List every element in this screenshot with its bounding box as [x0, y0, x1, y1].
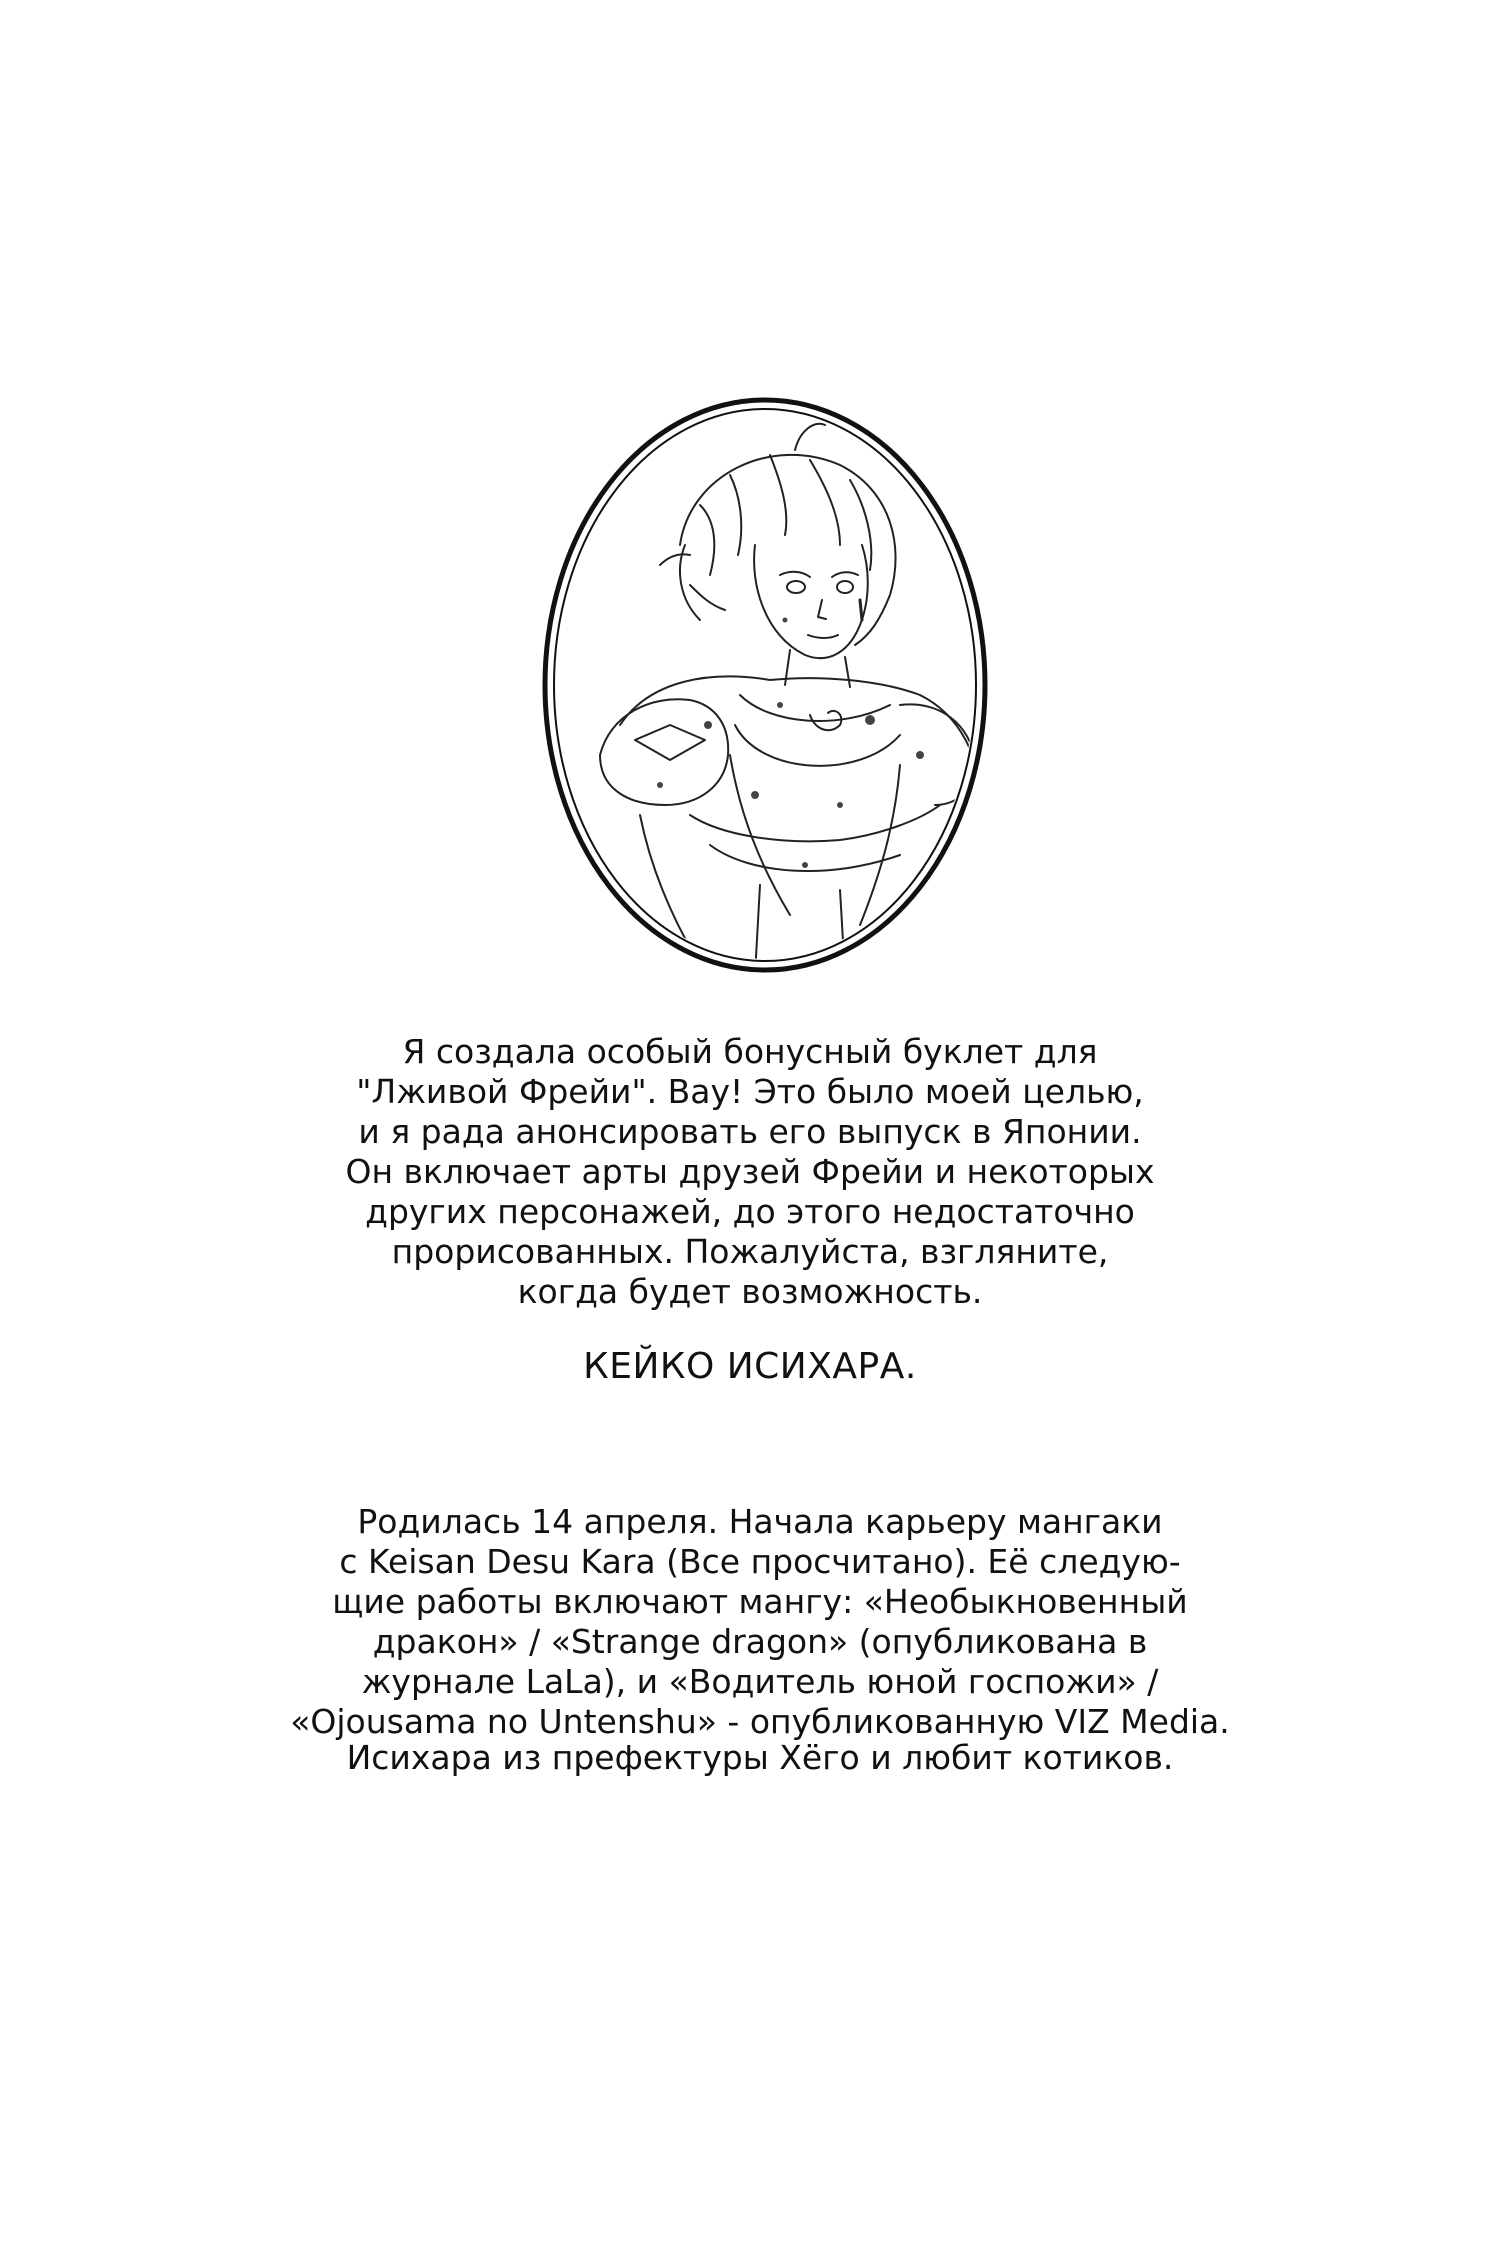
message-line: Он включает арты друзей Фрейи и некоторых [345, 1152, 1155, 1191]
author-bio [260, 1502, 1260, 1742]
bio-line: дракон» / «Strange dragon» (опубликована в [372, 1622, 1148, 1661]
bio-line: щие работы включают мангу: «Необыкновенный [332, 1582, 1188, 1621]
author-name: КЕЙКО ИСИХАРА. [583, 1346, 917, 1387]
message-line: Я создала особый бонусный буклет для [402, 1032, 1098, 1071]
message-line: других персонажей, до этого недостаточно [365, 1192, 1135, 1231]
author-portrait-frame [540, 395, 990, 975]
bio-extra-line: Исихара из префектуры Хёго и любит котиков. [346, 1738, 1174, 1777]
message-line: прорисованных. Пожалуйста, взгляните, [391, 1232, 1109, 1271]
author-message [300, 1032, 1200, 1312]
bio-line: Родилась 14 апреля. Начала карьеру мангаки [357, 1502, 1163, 1541]
bio-line: журнале LaLa), и «Водитель юной госпожи» / [361, 1662, 1159, 1701]
bio-line: с Keisan Desu Kara (Все просчитано). Её следую- [339, 1542, 1181, 1581]
message-line: когда будет возможность. [517, 1272, 983, 1311]
armored-girl-portrait-icon [540, 395, 990, 975]
bio-line: «Ojousama no Untenshu» - опубликованную VIZ Media. [290, 1702, 1230, 1741]
message-line: "Лживой Фрейи". Вау! Это было моей целью, [356, 1072, 1144, 1111]
message-line: и я рада анонсировать его выпуск в Японии. [358, 1112, 1142, 1151]
